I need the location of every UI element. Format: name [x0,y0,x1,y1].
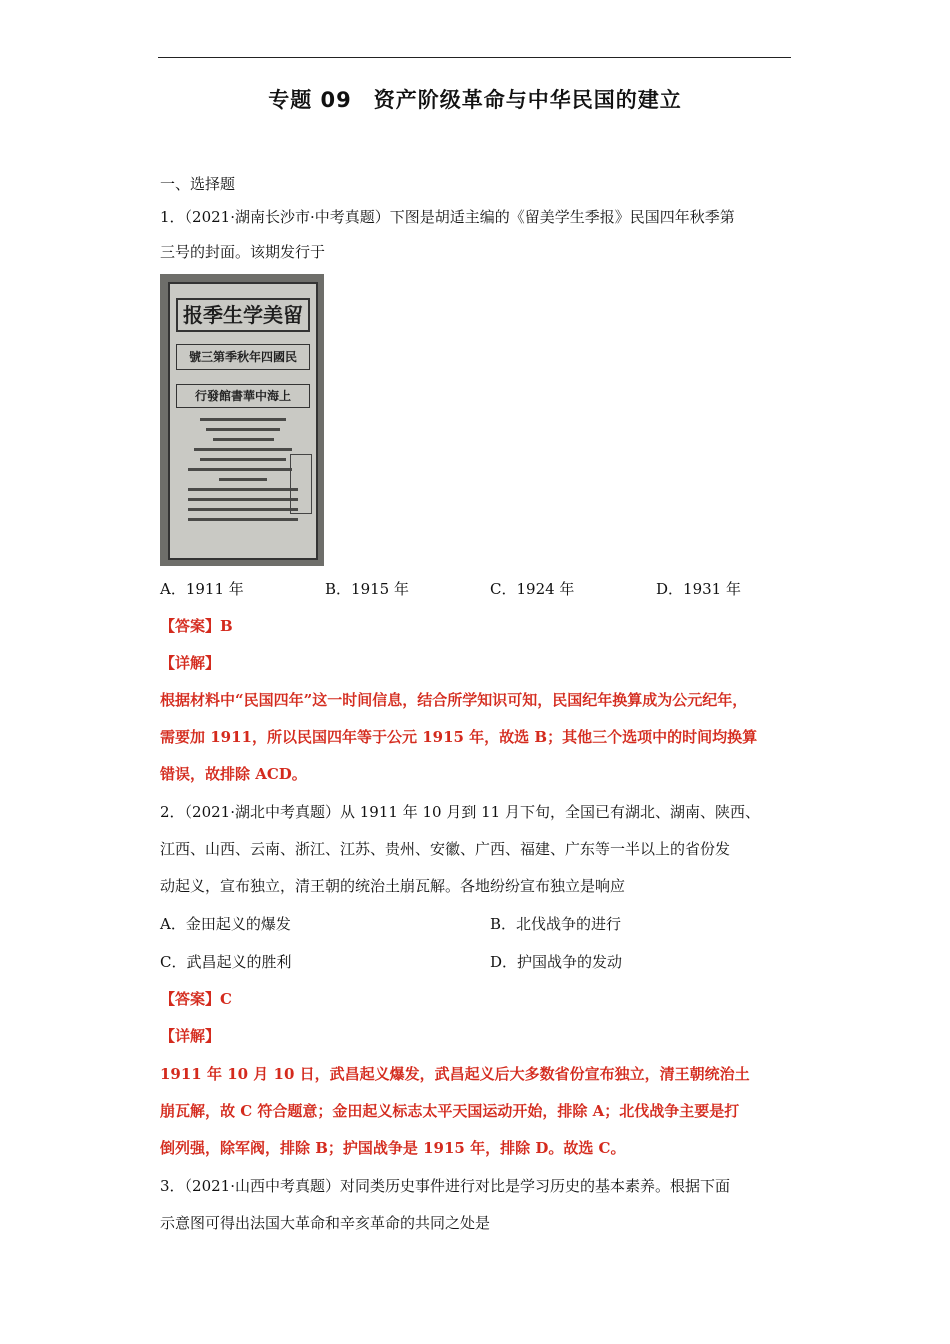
cover-subtitle: 號三第季秋年四國民 [176,344,310,370]
cover-publisher: 行發館書華中海上 [176,384,310,408]
q2-stem-line-1: 2．（2021·湖北中考真题）从 1911 年 10 月到 11 月下旬，全国已有湖北、湖南、陕西、 [160,803,760,821]
q2-option-d: D．护国战争的发动 [490,953,623,971]
q1-detail-line-1: 根据材料中“民国四年”这一时间信息，结合所学知识可知，民国纪年换算成为公元纪年， [160,691,748,709]
q1-option-a: A．1911 年 [160,580,244,598]
q1-stem-line-1: 1．（2021·湖南长沙市·中考真题）下图是胡适主编的《留美学生季报》民国四年秋季第 [160,208,735,226]
topic-title: 资产阶级革命与中华民国的建立 [373,88,682,112]
q1-option-b: B．1915 年 [325,580,409,598]
q3-stem-line-1: 3．（2021·山西中考真题）对同类历史事件进行对比是学习历史的基本素养。根据下面 [160,1177,730,1195]
q2-answer: 【答案】C [160,990,232,1008]
cover-paper [168,282,318,560]
q2-option-a: A．金田起义的爆发 [160,915,291,933]
cover-stamp [290,454,312,514]
q1-detail-label: 【详解】 [160,654,221,672]
q1-detail-line-2: 需要加 1911，所以民国四年等于公元 1915 年，故选 B；其他三个选项中的时间均换算 [160,728,758,746]
q2-detail-line-1: 1911 年 10 月 10 日，武昌起义爆发，武昌起义后大多数省份宣布独立，清王朝统治土 [160,1065,750,1083]
q3-stem-line-2: 示意图可得出法国大革命和辛亥革命的共同之处是 [160,1214,491,1232]
q2-option-b: B．北伐战争的进行 [490,915,622,933]
q2-stem-line-2: 江西、山西、云南、浙江、江苏、贵州、安徽、广西、福建、广东等一半以上的省份发 [160,840,731,858]
q1-cover-image [160,274,324,566]
cover-english-text-block [182,418,304,528]
q1-option-c: C．1924 年 [490,580,575,598]
q1-stem-line-2: 三号的封面。该期发行于 [160,243,326,261]
q1-option-d: D．1931 年 [656,580,741,598]
q2-detail-label: 【详解】 [160,1027,221,1045]
q2-detail-line-3: 倒列强，除军阀，排除 B；护国战争是 1915 年，排除 D。故选 C。 [160,1139,626,1157]
header-rule [158,57,791,58]
topic-number: 专题 09 [268,88,352,112]
cover-masthead: 报季生学美留 [176,298,310,332]
q2-stem-line-3: 动起义，宣布独立，清王朝的统治土崩瓦解。各地纷纷宣布独立是响应 [160,877,626,895]
q1-detail-line-3: 错误，故排除 ACD。 [160,765,307,783]
page-title [0,84,950,114]
q2-option-c: C．武昌起义的胜利 [160,953,292,971]
q2-detail-line-2: 崩瓦解，故 C 符合题意；金田起义标志太平天国运动开始，排除 A；北伐战争主要是打 [160,1102,740,1120]
section-heading: 一、选择题 [160,175,236,193]
q1-answer: 【答案】B [160,617,233,635]
